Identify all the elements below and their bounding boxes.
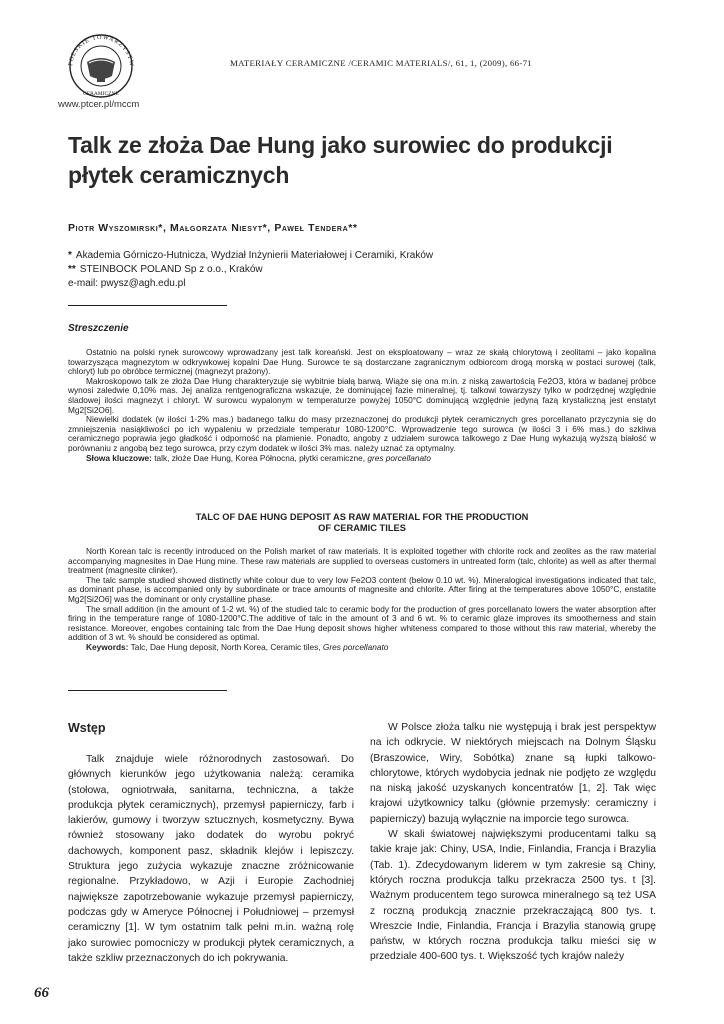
svg-text:POLSKIE TOWARZYSTWO: POLSKIE TOWARZYSTW [67,33,136,68]
abstract-pl-heading: Streszczenie [68,323,129,334]
site-url[interactable]: www.ptcer.pl/mccm [58,99,140,110]
article-title [68,130,668,190]
keywords-pl-italic: gres porcellanato [367,452,431,463]
divider [68,690,227,691]
intro-paragraph: Talk znajduje wiele różnorodnych zastosowań. Do głównych kierunków jego użytkowania należą: ceramika (stołowa, ogniotrwała, sanitarna, techniczna, a także produkcja płytek ceramicznych), przemysł papierniczy, farb i lakierów, gumowy i tworzyw sztucznych, kosmetyczny. Bywa również stosowany jako dodatek do wyrobu pokryć dachowych, komponent pasz, składnik klejów i lepiszczy. Struktura jego zużycia wykazuje znaczne zróżnicowanie regionalne. Przykładowo, w Azji i Europie Zachodniej największe zapotrzebowanie wykazuje przemysł papierniczy, podczas gdy w Ameryce Północnej i Południowej – przemysł ceramiczny [1]. W tym ostatnim talk pełni m.in. ważną rolę jako surowiec pomocniczy w produkcji płytek ceramicznych, a także szkliw przeznaczonych do ich pokrywania. [68,754,354,964]
keywords-pl-label: Słowa kluczowe: [86,452,152,463]
affiliation-1 [68,250,433,261]
abstract-en [68,547,656,653]
authors: Piotr Wyszomirski*, Małgorzata Niesyt*, Paweł Tendera** [68,222,358,234]
affiliation-mark: ** [68,264,76,275]
keywords-pl [68,454,656,464]
keywords-en-italic: Gres porcellanato [322,641,389,652]
abstract-en-heading-line-2: OF CERAMIC TILES [318,523,406,533]
intro-paragraph: W Polsce złoża talku nie występują i brak jest perspektyw na ich odkrycie. W niektórych miejscach na Dolnym Śląsku (Braszowice, Wiry, Sobótka) znane są łupki talkowo-chlorytowe, których wydobycia jednak nie podjęto ze względu na niską jakość uzyskanych koncentratów [1, 2]. Tak więc krajowi użytkownicy talku (głównie przemysły: ceramiczny i papierniczy) bazują wyłącznie na imporcie tego surowca. [370,722,656,825]
svg-text:CERAMICZNE: CERAMICZNE [83,91,119,97]
page-number: 66 [34,985,49,1001]
affiliation-mark: * [68,250,72,261]
left-column [68,752,354,966]
section-heading: Wstęp [68,721,106,735]
right-column [370,720,656,965]
title-line-1: Talk ze złoża Dae Hung jako surowiec do produkcji [68,132,613,158]
abstract-pl [68,348,656,463]
abstract-en-paragraph-2: The talc sample studied showed distinctly white colour due to very low Fe2O3 content (below 0.10 wt. %). Mineralogical investigations indicated that talc, as dominant phase, is accompanied only by subordinate or trace amounts of magnesite and chlorite. After firing at the temperatures above 1050°C, enstatite Mg2[Si2O6] was the dominant or only crystalline phase. [68,574,656,604]
abstract-pl-paragraph-3: Niewielki dodatek (w ilości 1-2% mas.) badanego talku do masy przeznaczonej do produkcji płytek ceramicznych gres porcellanato przyczynia się do zmniejszenia nasiąkliwości po ich wypaleniu w przedziale temperatur 1080-1200°C. Wprowadzenie tego surowca (w ilości 3 i 6% mas.) do szkliwa ceramicznego poprawia jego gładkość i odporność na plamienie. Ponadto, angoby z udziałem surowca talkowego z Dae Hung wykazują wyższą białość w porównaniu z angobą bez tego surowca, przy czym dodatek w ilości 3% mas. należy uznać za optymalny. [68,414,656,453]
abstract-en-paragraph-3: The small addition (in the amount of 1-2 wt. %) of the studied talc to ceramic body for the production of gres porcellanato lowers the water absorption after firing in the temperature range of 1080-1200°C.The additive of talc in the amount of 3 and 6 wt. % to ceramic glaze improves its smootherness and stain resistance. Moreover, engobes containing talc from the Dae Hung deposit shows higher whiteness compared to those without this raw material, whereby the addition of 3 wt. % should be considered as optimal. [68,603,656,643]
affiliation-2 [68,264,263,275]
keywords-en-label: Keywords: [86,641,129,652]
email-text: e-mail: pwysz@agh.edu.pl [68,278,186,289]
abstract-en-heading-line-1: TALC OF DAE HUNG DEPOSIT AS RAW MATERIAL FOR THE PRODUCTION [195,512,529,522]
abstract-en-paragraph-1: North Korean talc is recently introduced on the Polish market of raw materials. It is exploited together with chlorite rock and zeolites as the raw material accompanying magnesites in Dae Hung mine. These raw materials are supplied to overseas customers in untreated form (talc, chlorite) as well as after thermal treatment (magnesite clinker). [68,546,656,576]
affiliation-text: STEINBOCK POLAND Sp z o.o., Kraków [79,264,263,275]
journal-reference: MATERIAŁY CERAMICZNE /CERAMIC MATERIALS/, 61, 1, (2009), 66-71 [230,58,532,68]
keywords-en-text: Talc, Dae Hung deposit, North Korea, Ceramic tiles, [130,641,321,652]
title-line-2: płytek ceramicznych [68,162,290,188]
keywords-pl-text: talk, złoże Dae Hung, Korea Północna, płytki ceramiczne, [154,452,366,463]
divider [68,305,227,306]
abstract-pl-paragraph-1: Ostatnio na polski rynek surowcowy wprowadzany jest talk koreański. Jest on eksploatowany – wraz ze skałą chlorytową i zeolitami – jako kopalina towarzysząca magnezytom w odkrywkowej kopalni Dae Hung. Surowce te są dostarczane zagranicznym odbiorcom drogą morską w postaci surowej (talk, chloryt) lub po obróbce termicznej (magnezyt prażony). [68,347,656,377]
keywords-en [68,643,656,653]
abstract-en-heading [68,512,656,534]
email-line [68,278,185,289]
intro-paragraph: W skali światowej największymi producentami talku są takie kraje jak: Chiny, USA, Indie, Finlandia, Francja i Brazylia (Tab. 1). Zdecydowanym liderem w tym zakresie są Chiny, których roczna produkcja talku przekracza 2500 tys. t [3]. Ważnym producentem tego surowca mineralnego są też USA z roczną produkcją znacznie przekraczającą 800 tys. t. Wreszcie Indie, Finlandia, Francja i Brazylia stanowią grupę państw, w których roczna produkcja talku mieści się w przedziale 400-600 tys. t. Większość tych krajów należy [370,829,656,963]
affiliation-text: Akademia Górniczo-Hutnicza, Wydział Inżynierii Materiałowej i Ceramiki, Kraków [75,250,434,261]
abstract-pl-paragraph-2: Makroskopowo talk ze złoża Dae Hung charakteryzuje się wybitnie białą barwą. Wiąże się ona m.in. z niską zawartością Fe2O3, która w badanej próbce wynosi zaledwie 0,10% mas. Jej analiza rentgenograficzna wskazuje, że dominującej fazie mineralnej, tj. talkowi towarzyszy tylko w podrzędnej względnie śladowej ilości magnezyt i chloryt. W surowcu wypalonym w temperaturze powyżej 1050°C dominującą względnie jedyną fazą krystaliczną jest enstatyt Mg2[Si2O6]. [68,375,656,415]
society-logo [58,32,144,100]
